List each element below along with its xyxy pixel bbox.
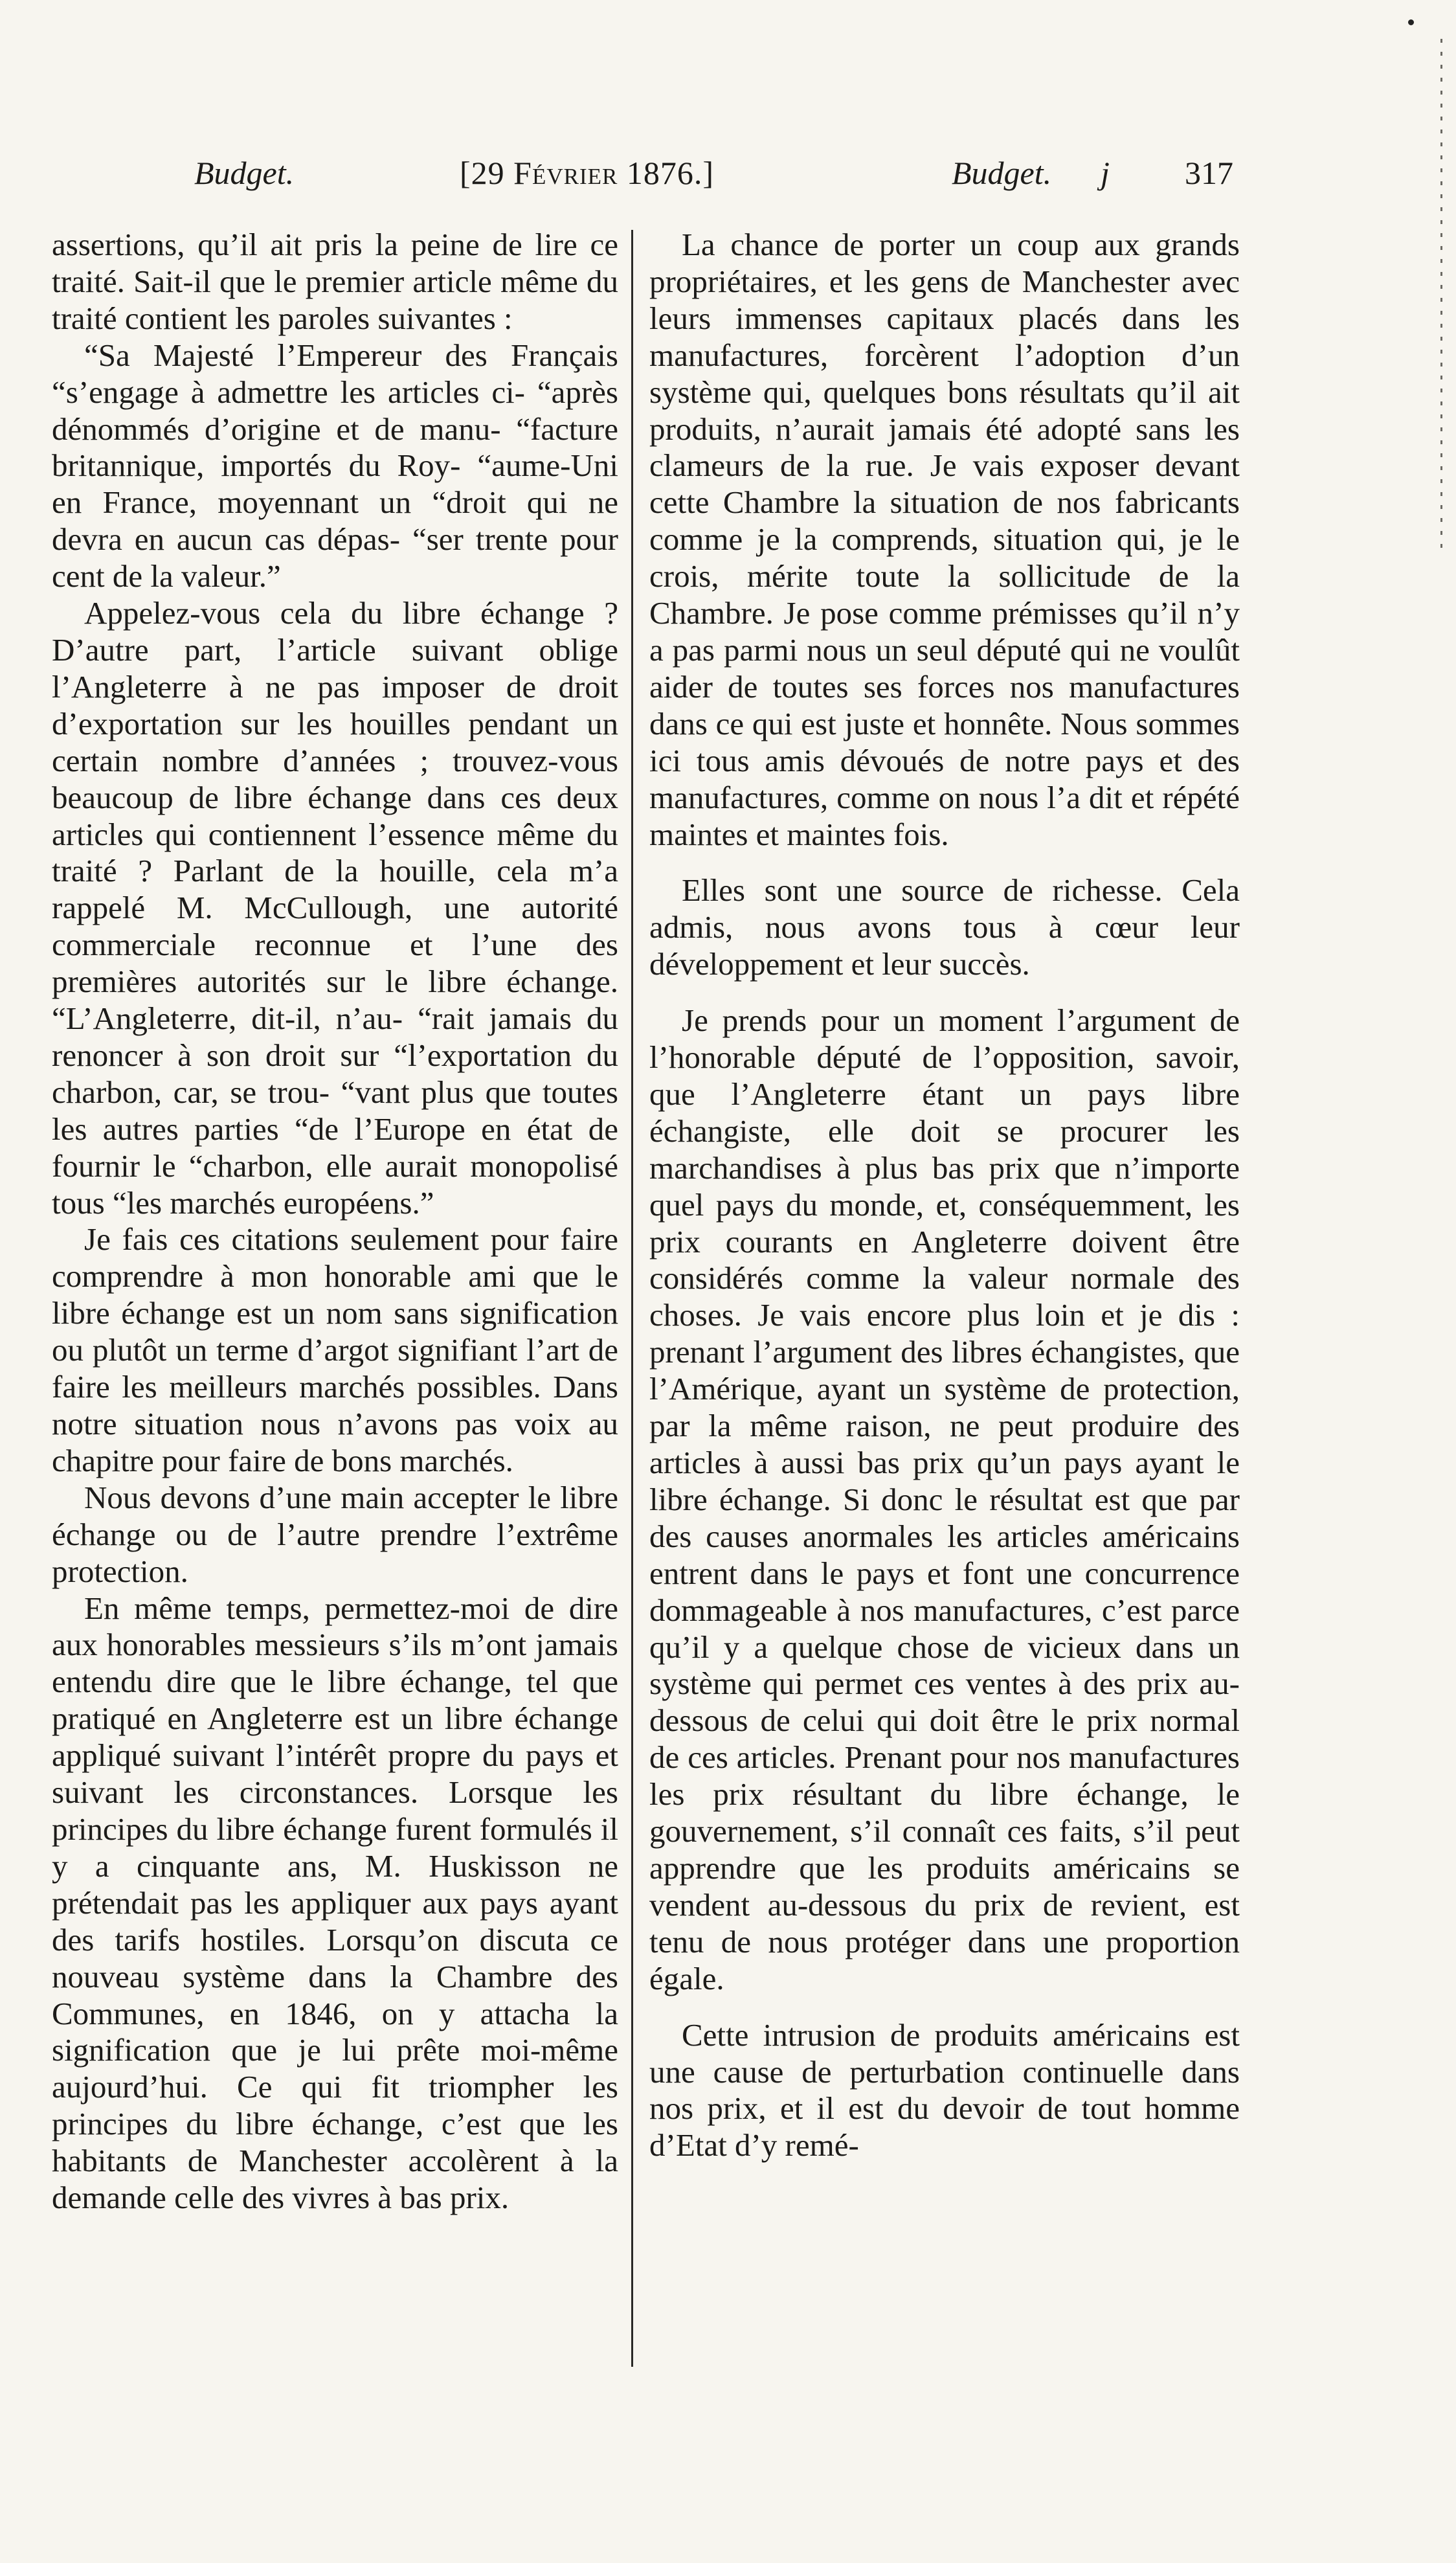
paragraph: Elles sont une source de richesse. Cela admis, nous avons tous à cœur leur développement et leur succès. <box>649 872 1240 982</box>
paragraph: Je fais ces citations seulement pour faire comprendre à mon honorable ami que le libre échange est un nom sans signification ou plutôt un terme d’argot signifiant l’art de faire les meilleurs marchés possibles. Dans notre situation nous n’avons pas voix au chapitre pour faire de bons marchés. <box>52 1221 618 1478</box>
paragraph: assertions, qu’il ait pris la peine de lire ce traité. Sait-il que le premier article même du traité contient les paroles suivantes : <box>52 227 618 336</box>
ink-speck <box>1408 19 1414 25</box>
header-right-title: Budget. <box>952 155 1052 191</box>
paragraph: Nous devons d’une main accepter le libre échange ou de l’autre prendre l’extrême protection. <box>52 1479 618 1589</box>
right-column <box>649 227 1240 2164</box>
paragraph: Je prends pour un moment l’argument de l’honorable député de l’opposition, savoir, que l’Angleterre étant un pays libre échangiste, elle doit se procurer les marchandises à plus bas prix que n’importe quel pays du monde, et, conséquemment, les prix courants en Angleterre doivent être considérés comme la valeur normale des choses. Je vais encore plus loin et je dis : prenant l’argument des libres échangistes, que l’Amérique, ayant un système de protection, par la même raison, ne peut produire des articles à aussi bas prix qu’un pays ayant le libre échange. Si donc le résultat est que par des causes anormales les articles américains entrent dans le pays et font une concurrence dommageable à nos manufactures, c’est parce qu’il y a quelque chose de vicieux dans un système qui permet ces ventes à des prix au-dessous de celui qui doit être le prix normal de ces articles. Prenant pour nos manufactures les prix résultant du libre échange, le gouvernement, s’il connaît ces faits, s’il peut apprendre que les produits américains se vendent au-dessous du prix de revient, est tenu de nous protéger dans une proportion égale. <box>649 1002 1240 1996</box>
header-date <box>460 150 714 196</box>
header-date-month: Février <box>513 155 618 191</box>
page-number: 317 <box>1185 155 1233 191</box>
paragraph: Appelez-vous cela du libre échange ? D’autre part, l’article suivant oblige l’Angleterre à ne pas imposer de droit d’exportation sur les houilles pendant un certain nombre d’années ; trouvez-vous beaucoup de libre échange dans ces deux articles qui contiennent l’essence même du traité ? Parlant de la houille, cela m’a rappelé M. McCullough, une autorité commerciale reconnue et l’une des premières autorités sur le libre échange. “L’Angleterre, dit-il, n’au- “rait jamais du renoncer à son droit sur “l’exportation du charbon, car, se trou- “vant plus que toutes les autres parties “de l’Europe en état de fournir le “charbon, elle aurait monopolisé tous “les marchés européens.” <box>52 595 618 1221</box>
paragraph: En même temps, permettez-moi de dire aux honorables messieurs s’ils m’ont jamais entendu dire que le libre échange, tel que pratiqué en Angleterre est un libre échange appliqué suivant l’intérêt propre du pays et suivant les circonstances. Lorsque les principes du libre échange furent formulés il y a cinquante ans, M. Huskisson ne prétendait pas les appliquer aux pays ayant des tarifs hostiles. Lorsqu’on discuta ce nouveau système dans la Chambre des Communes, en 1846, on y attacha la signification que je lui prête moi-même aujourd’hui. Ce qui fit triompher les principes du libre échange, c’est que les habitants de Manchester accolèrent à la demande celle des vivres à bas prix. <box>52 1590 618 2216</box>
paragraph: Cette intrusion de produits américains est une cause de perturbation continuelle dans nos prix, et il est du devoir de tout homme d’Etat d’y remé- <box>649 2016 1240 2163</box>
header-left-title: Budget. <box>194 155 295 191</box>
quote-paragraph: “Sa Majesté l’Empereur des Français “s’engage à admettre les articles ci- “après dénommés d’origine et de manu- “facture britannique, importés du Roy- “aume-Uni en France, moyennant un “droit qui ne devra en aucun cas dépas- “ser trente pour cent de la valeur.” <box>52 337 618 594</box>
header-mark: j <box>1101 155 1110 191</box>
running-header <box>194 150 1256 196</box>
paragraph: La chance de porter un coup aux grands propriétaires, et les gens de Manchester avec leurs immenses capitaux placés dans les manufactures, forcèrent l’adoption d’un système qui, quelques bons résultats qu’il ait produits, n’aurait jamais été adopté sans les clameurs de la rue. Je vais exposer devant cette Chambre la situation de nos fabricants comme je la comprends, situation qui, je le crois, mérite toute la sollicitude de la Chambre. Je pose comme prémisses qu’il n’y a pas parmi nous un seul député qui ne voulût aider de toutes ses forces nos manufactures dans ce qui est juste et honnête. Nous sommes ici tous amis dévoués de notre pays et des manufactures, comme on nous l’a dit et répété maintes et maintes fois. <box>649 227 1240 852</box>
header-date-close: 1876.] <box>618 155 714 191</box>
header-date-open: [29 <box>460 155 514 191</box>
page-edge-mark <box>1440 39 1442 557</box>
left-column <box>52 227 618 2217</box>
column-divider <box>631 230 633 2367</box>
